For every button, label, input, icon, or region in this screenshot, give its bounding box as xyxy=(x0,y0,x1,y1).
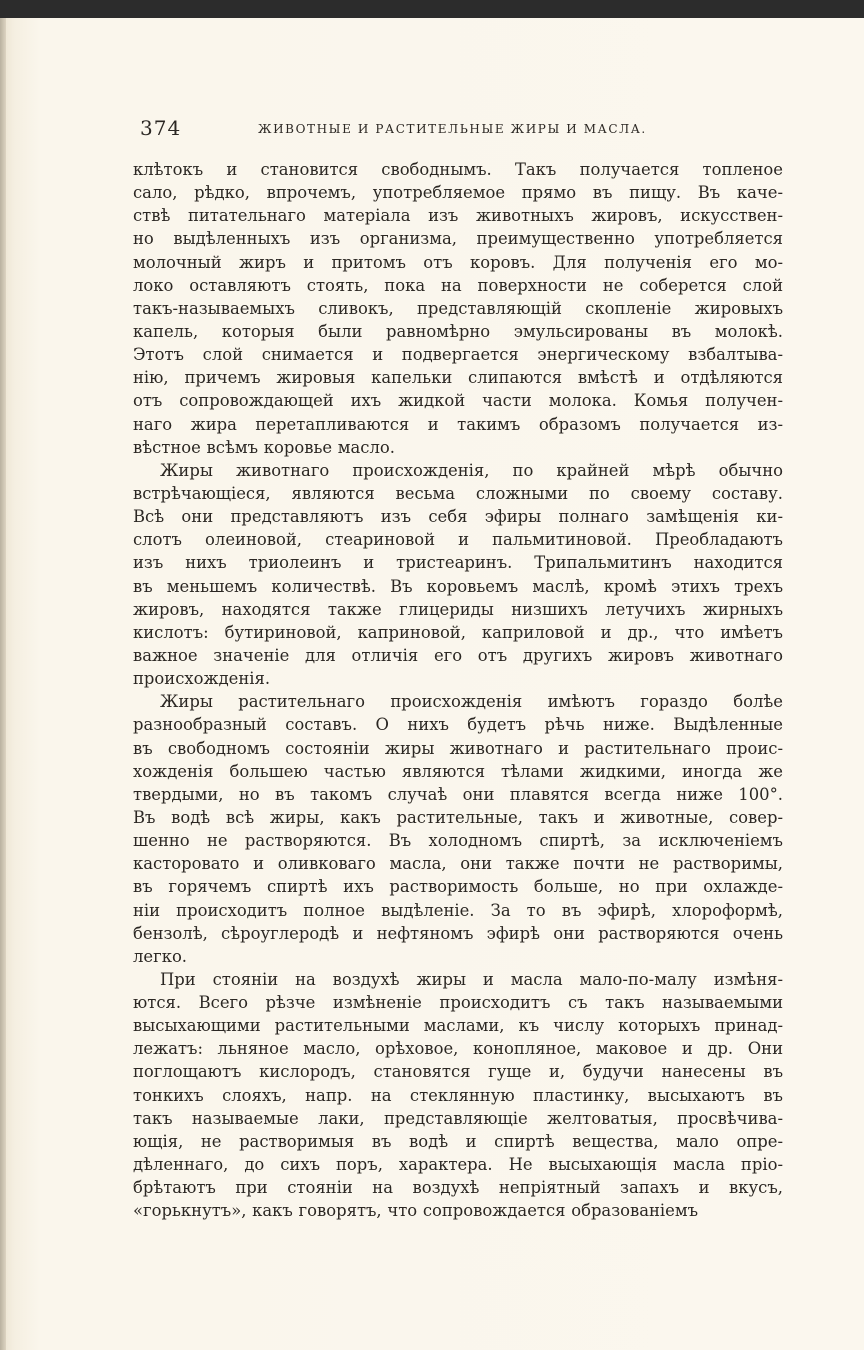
text-line: При стояніи на воздухѣ жиры и масла мало-по-малу измѣня- xyxy=(160,969,783,989)
text-line: твердыми, но въ такомъ случаѣ они плавятся всегда ниже 100°. xyxy=(133,784,783,804)
text-line: въ горячемъ спиртѣ ихъ растворимость больше, но при охлажде- xyxy=(133,877,783,897)
text-line: бензолѣ, сѣроуглеродѣ и нефтяномъ эфирѣ они растворяются очень xyxy=(133,923,783,943)
text-line: сало, рѣдко, впрочемъ, употребляемое прямо въ пищу. Въ каче- xyxy=(133,183,783,203)
text-line: слотъ олеиновой, стеариновой и пальмитиновой. Преобладаютъ xyxy=(133,530,783,550)
text-line: клѣтокъ и становится свободнымъ. Такъ получается топленое xyxy=(133,160,783,179)
text-line: изъ нихъ триолеинъ и тристеаринъ. Трипальмитинъ находится xyxy=(133,553,783,573)
text-line: хожденія большею частью являются тѣлами жидкими, иногда же xyxy=(133,761,783,781)
text-line: брѣтаютъ при стояніи на воздухѣ непріятный запахъ и вкусъ, xyxy=(133,1178,783,1198)
text-line: локо оставляютъ стоять, пока на поверхности не соберется слой xyxy=(133,275,783,295)
text-line: важное значеніе для отличія его отъ другихъ жировъ животнаго xyxy=(133,645,783,665)
body-text xyxy=(133,158,783,1222)
text-line: въ свободномъ состояніи жиры животнаго и растительнаго проис- xyxy=(133,738,783,758)
text-line: ніи происходитъ полное выдѣленіе. За то въ эфирѣ, хлороформѣ, xyxy=(133,900,783,920)
text-line: шенно не растворяются. Въ холодномъ спиртѣ, за исключеніемъ xyxy=(133,831,783,851)
text-line: отъ сопровождающей ихъ жидкой части молока. Комья получен- xyxy=(133,391,783,411)
scan-top-border xyxy=(0,0,864,18)
text-line: ются. Всего рѣзче измѣненіе происходитъ съ такъ называемыми xyxy=(133,993,783,1013)
text-line: въ меньшемъ количествѣ. Въ коровьемъ маслѣ, кромѣ этихъ трехъ xyxy=(133,576,783,596)
text-line: вѣстное всѣмъ коровье масло. xyxy=(133,437,395,457)
page-header xyxy=(140,116,780,146)
text-line: легко. xyxy=(133,946,188,966)
text-line: ствѣ питательнаго матеріала изъ животныхъ жировъ, искусствен- xyxy=(133,206,783,226)
page-binding-edge xyxy=(0,18,6,1350)
text-line: капель, которыя были равномѣрно эмульсированы въ молокѣ. xyxy=(133,321,783,341)
text-line: лежатъ: льняное масло, орѣховое, конопляное, маковое и др. Они xyxy=(133,1039,783,1059)
text-line: тонкихъ слояхъ, напр. на стеклянную пластинку, высыхаютъ въ xyxy=(133,1085,783,1105)
text-line: происхожденія. xyxy=(133,669,271,689)
text-line: Жиры животнаго происхожденія, по крайней мѣрѣ обычно xyxy=(160,460,783,480)
text-line: поглощаютъ кислородъ, становятся гуще и, будучи нанесены въ xyxy=(133,1062,783,1082)
text-line: Всѣ они представляютъ изъ себя эфиры полнаго замѣщенія ки- xyxy=(133,507,783,527)
text-line: такъ-называемыхъ сливокъ, представляющій скопленіе жировыхъ xyxy=(133,298,783,318)
text-line: встрѣчающіеся, являются весьма сложными по своему составу. xyxy=(133,483,783,503)
text-line: ющія, не растворимыя въ водѣ и спиртѣ вещества, мало опре- xyxy=(133,1131,783,1151)
text-line: разнообразный составъ. О нихъ будетъ рѣчь ниже. Выдѣленные xyxy=(133,715,783,735)
text-line: Этотъ слой снимается и подвергается энергическому взбалтыва- xyxy=(133,345,783,365)
text-line: дѣленнаго, до сихъ поръ, характера. Не высыхающія масла пріо- xyxy=(133,1155,783,1175)
text-line: Жиры растительнаго происхожденія имѣютъ гораздо болѣе xyxy=(160,692,783,712)
text-line: нію, причемъ жировыя капельки слипаются вмѣстѣ и отдѣляются xyxy=(133,368,783,388)
page-number: 374 xyxy=(140,116,182,140)
text-line: высыхающими растительными маслами, къ числу которыхъ принад- xyxy=(133,1016,783,1036)
text-line: жировъ, находятся также глицериды низшихъ летучихъ жирныхъ xyxy=(133,599,783,619)
text-line: наго жира перетапливаются и такимъ образомъ получается из- xyxy=(133,414,783,434)
text-line: касторовато и оливковаго масла, они также почти не растворимы, xyxy=(133,854,783,874)
running-title: ЖИВОТНЫЕ И РАСТИТЕЛЬНЫЕ ЖИРЫ И МАСЛА. xyxy=(258,122,647,136)
text-line: «горькнутъ», какъ говорятъ, что сопровождается образованіемъ xyxy=(133,1201,699,1221)
text-line: но выдѣленныхъ изъ организма, преимущественно употребляется xyxy=(133,229,783,249)
text-line: Въ водѣ всѣ жиры, какъ растительные, такъ и животные, совер- xyxy=(133,807,783,827)
text-line: такъ называемые лаки, представляющіе желтоватыя, просвѣчива- xyxy=(133,1108,783,1128)
text-line: молочный жиръ и притомъ отъ коровъ. Для полученія его мо- xyxy=(133,252,783,272)
text-line: кислотъ: бутириновой, каприновой, каприловой и др., что имѣетъ xyxy=(133,622,783,642)
